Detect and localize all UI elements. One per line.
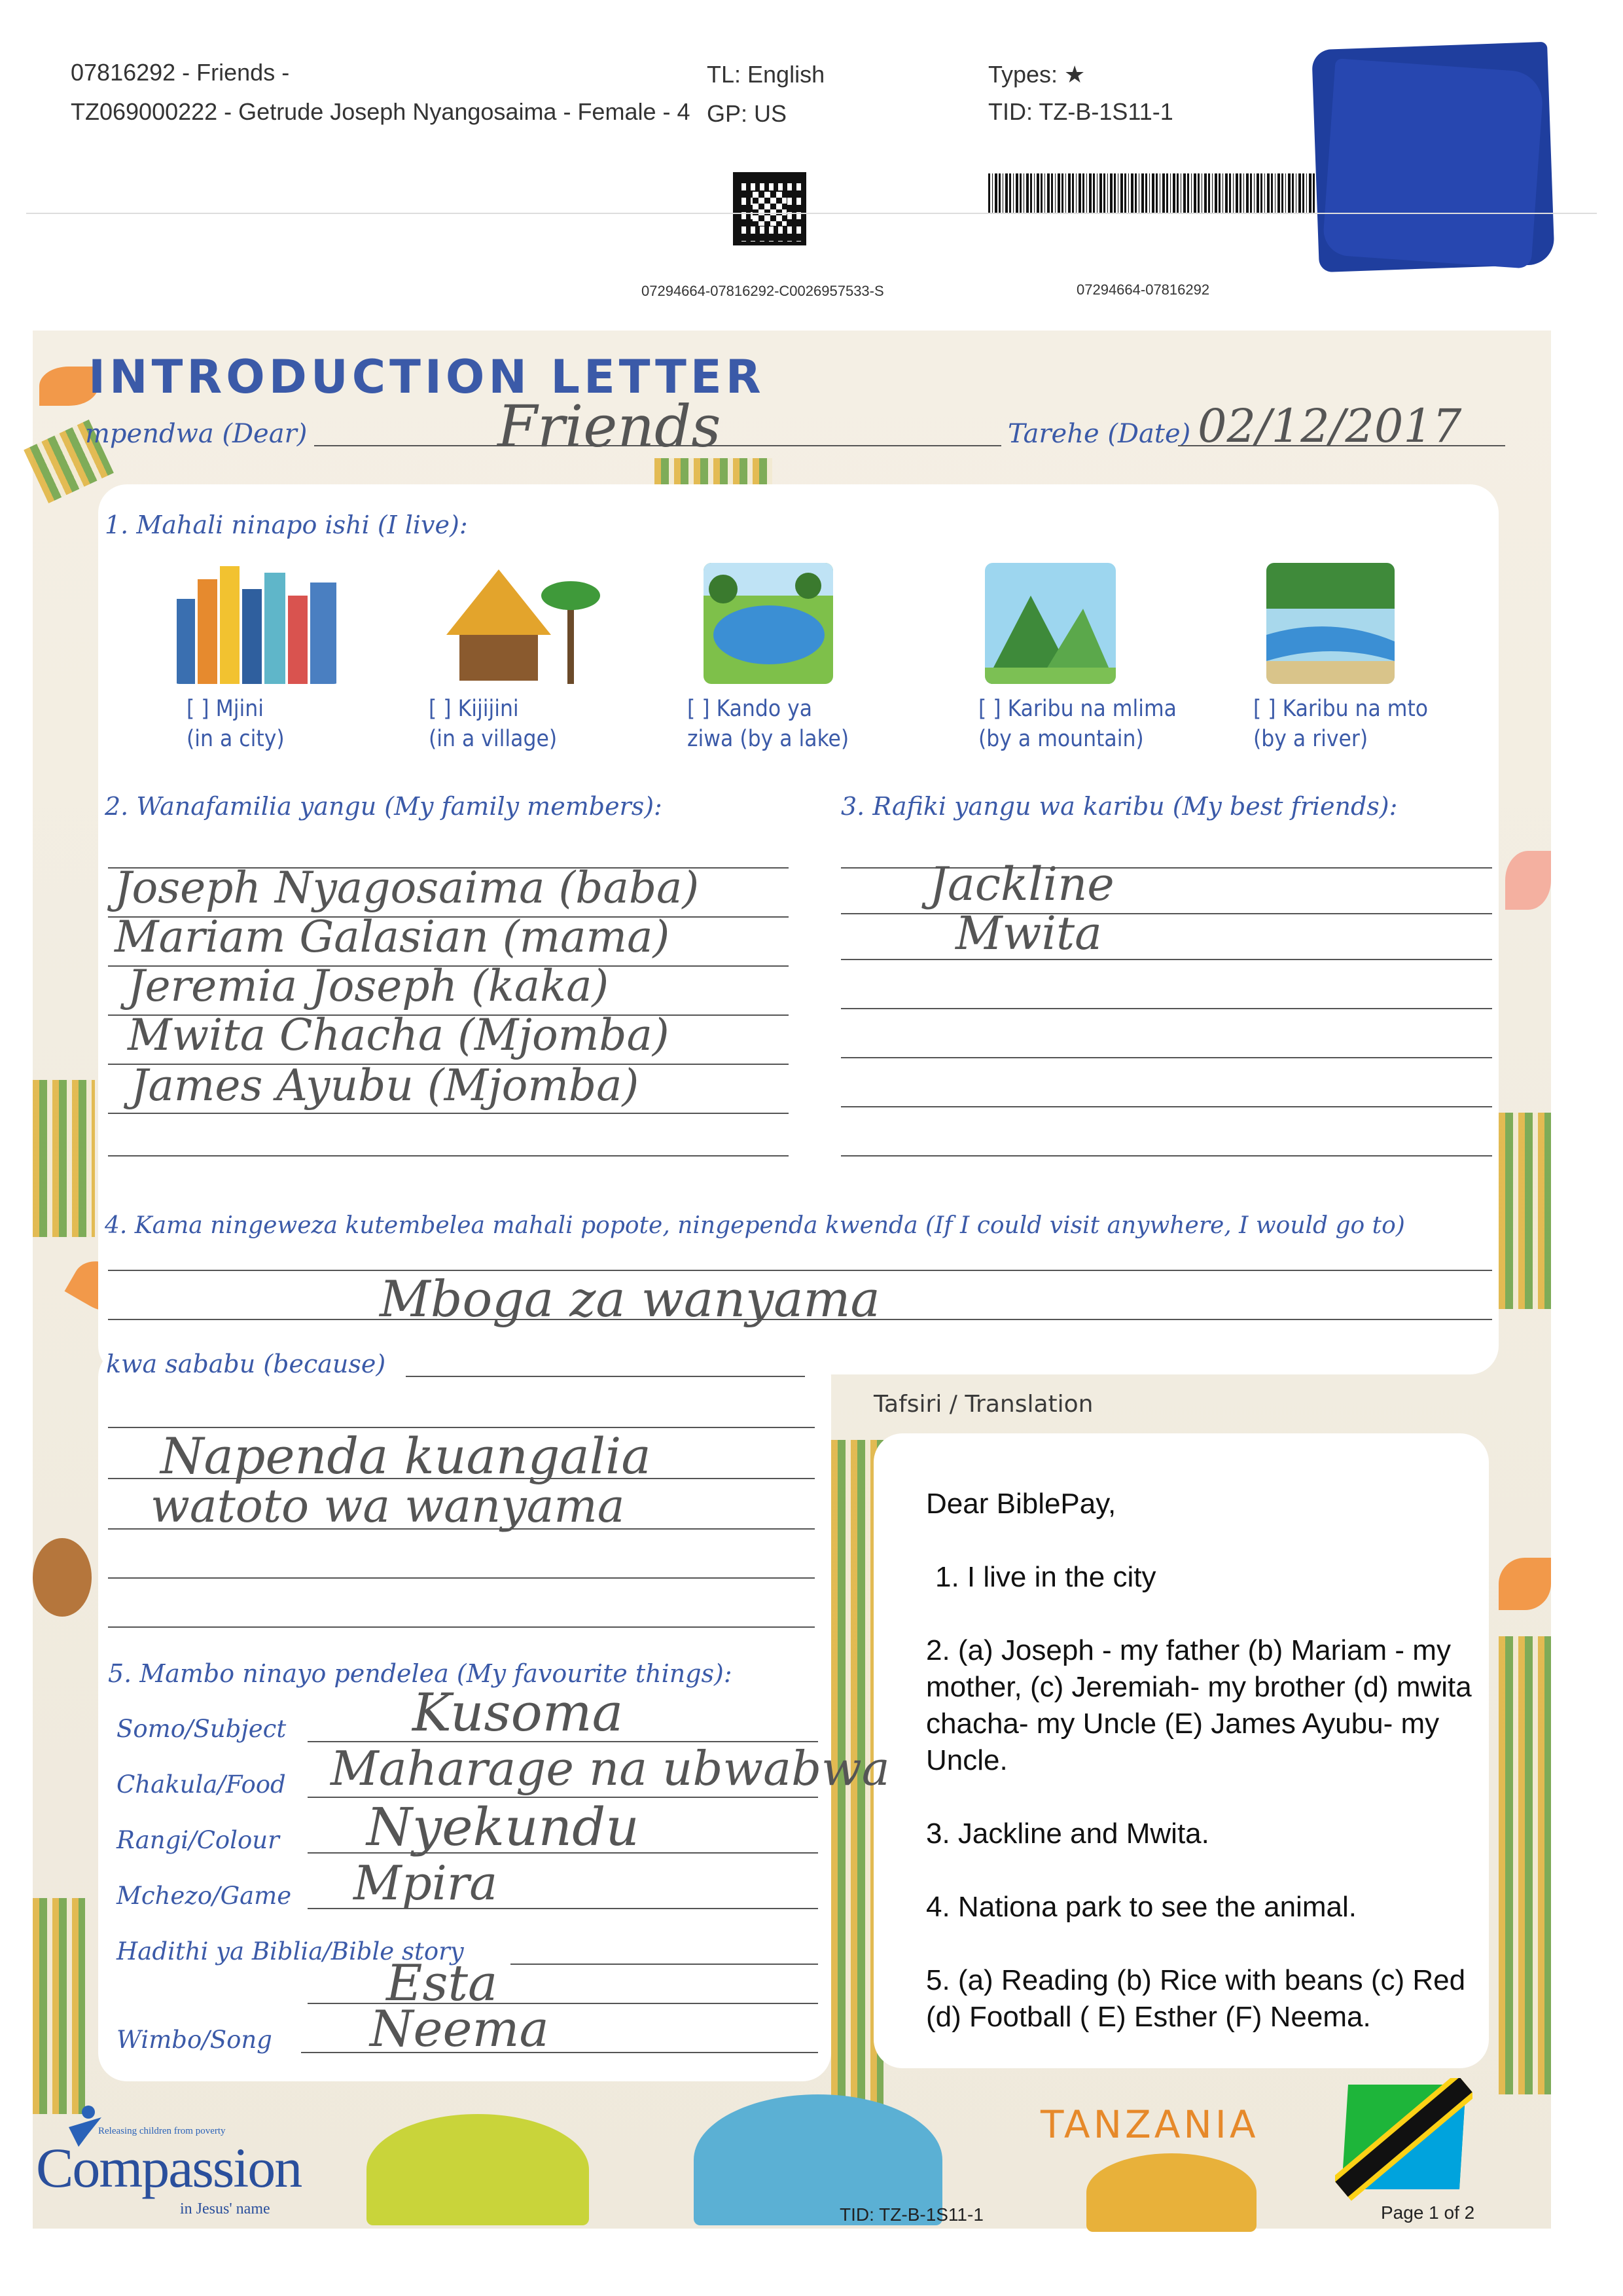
decor-stripes [33, 1898, 85, 2114]
page-number: Page 1 of 2 [1381, 2202, 1475, 2223]
fav-bible-story-label: Hadithi ya Biblia/Bible story [116, 1937, 464, 1965]
fav-line [510, 1964, 818, 1965]
fav-subject-label: Somo/Subject [116, 1715, 287, 1743]
translation-text [926, 1486, 1476, 2036]
q4-label: 4. Kama ningeweza kutembelea mahali popote, ningependa kwenda (If I could visit anywhere, I would go to) [105, 1212, 1405, 1239]
fav-game-value: Mpira [353, 1856, 498, 1910]
option-mountain[interactable] [978, 694, 1177, 754]
form-title: INTRODUCTION LETTER [88, 350, 765, 404]
translation-line-1: Dear BiblePay, [926, 1488, 1116, 1520]
fav-colour-value: Nyekundu [366, 1797, 639, 1857]
fav-game-label: Mchezo/Game [116, 1882, 292, 1910]
city-icon [171, 560, 342, 684]
fav-food-value: Maharage na ubwabwa [330, 1741, 890, 1796]
option-lake-line2: ziwa (by a lake) [687, 726, 849, 752]
family-line [108, 1155, 789, 1157]
header-gp: GP: US [707, 100, 787, 127]
lake-icon [704, 563, 833, 684]
fav-song-value: Neema [370, 2000, 549, 2058]
q3-label: 3. Rafiki yangu wa karibu (My best friends): [841, 792, 1398, 821]
translation-line-3: 2. (a) Joseph - my father (b) Mariam - my mother, (c) Jeremiah- my brother (d) mwita chacha- my Uncle (E) James Ayubu- my Uncle. [926, 1634, 1472, 1776]
fav-subject-value: Kusoma [412, 1682, 624, 1743]
logo-sub: in Jesus' name [180, 2200, 270, 2217]
family-member-4: Mwita Chacha (Mjomba) [128, 1010, 669, 1060]
fav-colour-label: Rangi/Colour [116, 1826, 279, 1854]
option-city-line1: [ ] Mjini [187, 696, 264, 722]
option-river-line2: (by a river) [1253, 726, 1368, 752]
option-mountain-line1: [ ] Karibu na mlima [978, 696, 1177, 722]
fav-food-label: Chakula/Food [116, 1770, 286, 1799]
because-line [108, 1626, 815, 1628]
best-friend-2: Mwita [955, 906, 1102, 960]
redaction-mark-overlay [1322, 58, 1544, 269]
decor-leaf [33, 1538, 92, 1617]
village-hut-icon [440, 556, 603, 687]
translation-line-6: 5. (a) Reading (b) Rice with beans (c) Red (d) Football ( E) Esther (F) Neema. [926, 1964, 1466, 2033]
because-line [108, 1577, 815, 1579]
friends-line [841, 1057, 1492, 1058]
turtle-decor-icon [366, 2114, 589, 2225]
country-name: TANZANIA [1041, 2102, 1259, 2147]
family-member-2: Mariam Galasian (mama) [115, 912, 670, 962]
logo-name: Compassion [36, 2136, 302, 2199]
header-line2: TZ069000222 - Getrude Joseph Nyangosaima - Female - 4 [71, 98, 690, 125]
q5-label: 5. Mambo ninayo pendelea (My favourite things): [108, 1659, 732, 1688]
q2-label: 2. Wanafamilia yangu (My family members): [105, 792, 662, 821]
q4-answer: Mboga za wanyama [380, 1270, 880, 1328]
decor-leaf [1499, 1558, 1551, 1610]
decor-stripes [1499, 1113, 1551, 1309]
decor-leaf [1505, 851, 1551, 910]
river-icon [1266, 563, 1395, 684]
because-label: kwa sababu (because) [106, 1350, 386, 1378]
friends-line [841, 913, 1492, 914]
option-city-line2: (in a city) [187, 726, 285, 752]
fav-bible-story-value: Esta [386, 1954, 498, 2012]
friends-line [841, 1106, 1492, 1107]
date-value: 02/12/2017 [1198, 399, 1462, 453]
family-line [108, 1113, 789, 1114]
barcode-text: 07294664-07816292 [1077, 281, 1210, 298]
qr-code-text: 07294664-07816292-C0026957533-S [641, 283, 884, 299]
decor-stripes [33, 1080, 95, 1237]
option-lake[interactable] [687, 694, 849, 754]
translation-line-5: 4. Nationa park to see the animal. [926, 1891, 1357, 1923]
option-river[interactable] [1253, 694, 1428, 754]
dear-value: Friends [497, 393, 721, 460]
friends-line [841, 959, 1492, 960]
translation-label: Tafsiri / Translation [874, 1391, 1094, 1418]
option-city[interactable] [187, 694, 285, 754]
option-river-line1: [ ] Karibu na mto [1253, 696, 1429, 722]
mountain-icon [985, 563, 1116, 684]
fav-song-label: Wimbo/Song [116, 2026, 272, 2054]
option-lake-line1: [ ] Kando ya [687, 696, 813, 722]
friends-line [841, 1008, 1492, 1009]
header-tid: TID: TZ-B-1S11-1 [988, 98, 1173, 125]
barcode-icon [988, 173, 1315, 213]
best-friend-1: Jackline [929, 857, 1115, 911]
header-line1: 07816292 - Friends - [71, 59, 290, 86]
option-village[interactable] [429, 694, 557, 754]
logo-tagline: Releasing children from poverty [98, 2126, 226, 2136]
family-member-3: Jeremia Joseph (kaka) [128, 961, 609, 1011]
header-types: Types: ★ [988, 61, 1086, 88]
because-answer-1: Napenda kuangalia [160, 1427, 651, 1485]
family-member-1: Joseph Nyagosaima (baba) [115, 863, 700, 913]
header-tl: TL: English [707, 61, 825, 88]
option-mountain-line2: (by a mountain) [978, 726, 1144, 752]
translation-line-4: 3. Jackline and Mwita. [926, 1818, 1209, 1850]
footer-tid: TID: TZ-B-1S11-1 [840, 2204, 984, 2225]
date-label: Tarehe (Date) [1008, 419, 1191, 449]
decor-stripes [1499, 1636, 1551, 2094]
dear-label: mpendwa (Dear) [85, 419, 308, 449]
turtle-decor-icon [1086, 2153, 1257, 2232]
q1-label: 1. Mahali ninapo ishi (I live): [105, 511, 468, 539]
option-village-line2: (in a village) [429, 726, 558, 752]
because-line [406, 1376, 805, 1377]
family-member-5: James Ayubu (Mjomba) [131, 1060, 639, 1111]
option-village-line1: [ ] Kijijini [429, 696, 519, 722]
tanzania-flag-icon [1335, 2078, 1472, 2202]
qr-code-icon [733, 172, 806, 245]
because-answer-2: watoto wa wanyama [151, 1479, 625, 1533]
friends-line [841, 1155, 1492, 1157]
header-divider [26, 213, 1597, 214]
translation-line-2: 1. I live in the city [935, 1561, 1156, 1593]
